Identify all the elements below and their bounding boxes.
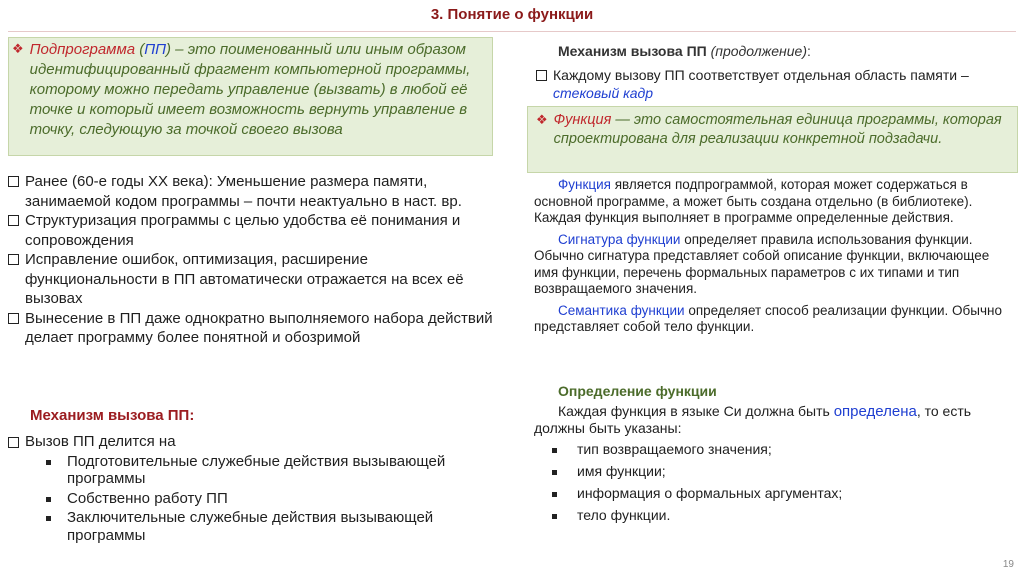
right-heading [558, 43, 811, 59]
list-item-text: Структуризация программы с целью удобства её понимания и сопровождения [25, 212, 461, 249]
subprogram-abbr: ПП [144, 41, 167, 58]
function-term-inline: Функция [558, 177, 611, 192]
square-bullet-icon [46, 516, 51, 521]
checkbox-bullet-icon [8, 215, 19, 226]
semantics-term: Семантика функции [558, 302, 685, 318]
square-bullet-icon [552, 470, 557, 475]
definition-heading: Определение функции [558, 383, 717, 399]
function-definition-text: — это самостоятельная единица программы, которая спроектирована для реализации конкретной подзадачи. [553, 112, 1002, 147]
list-item [552, 485, 992, 502]
list-item-text: Исправление ошибок, оптимизация, расширение функциональности в ПП автоматически отражается на всех её вызовах [25, 251, 464, 307]
sub-list-item [46, 509, 493, 544]
subprogram-term: Подпрограмма [29, 41, 136, 58]
definition-text-part1: Каждая функция в языке Си должна быть [558, 403, 834, 419]
sub-list-item [46, 490, 493, 508]
advantages-list [8, 172, 493, 348]
subprogram-definition-text: ) – это поименованный или иным образом идентифицированный фрагмент компьютерной программы, которому можно передать управление (вызвать) в любой её точке и который имеет возможность вернуть управление в точку, следующую за точкой своего вызова [29, 41, 471, 138]
mechanism-heading: Механизм вызова ПП: [30, 407, 195, 424]
paragraph-function [534, 177, 1008, 227]
list-item-text: тело функции. [577, 507, 671, 523]
stack-frame-item [536, 66, 996, 102]
stack-frame-term: стековый кадр [553, 85, 654, 101]
definition-list [552, 441, 992, 524]
checkbox-bullet-icon [8, 176, 19, 187]
paragraph-text: определяет способ реализации функции. Обычно представляет собой тело функции. [534, 302, 1002, 334]
paragraph-text: является подпрограммой, которая может содержаться в основной программе, а может быть создана отдельно (в библиотеке). Каждая функция выполняет в программе определенные действия. [534, 177, 973, 225]
list-item [8, 309, 493, 348]
diamond-bullet-icon: ❖ [536, 112, 548, 127]
stack-frame-text: Каждому вызову ПП соответствует отдельная область памяти – [553, 67, 969, 83]
list-item [8, 433, 493, 451]
square-bullet-icon [552, 492, 557, 497]
right-heading-paren: (продолжение) [706, 43, 807, 59]
list-item-text: Вынесение в ПП даже однократно выполняемого набора действий делает программу более понятной и обозримой [25, 309, 493, 346]
paren-open: ( [135, 41, 145, 58]
checkbox-bullet-icon [8, 313, 19, 324]
list-item-text: Вызов ПП делится на [25, 433, 176, 450]
list-item-text: информация о формальных аргументах; [577, 485, 843, 501]
sub-list-item-text: Подготовительные служебные действия вызывающей программы [67, 452, 446, 487]
paragraph-text: определяет правила использования функции. Обычно сигнатура представляет собой описание функции, включающее имя функции, перечень формальных параметров с их типами и тип возвращаемого значения. [534, 231, 990, 296]
list-item [552, 507, 992, 524]
list-item [552, 463, 992, 480]
list-item [8, 250, 493, 309]
page-number: 19 [1002, 559, 1014, 570]
paragraph-semantics [534, 303, 1008, 336]
slide-title: 3. Понятие о функции [430, 6, 594, 23]
sub-list-item-text: Собственно работу ПП [67, 489, 228, 507]
sub-list-item [46, 453, 493, 488]
diamond-bullet-icon: ❖ [12, 41, 24, 56]
defined-term: определена [833, 403, 917, 420]
subprogram-definition [12, 40, 487, 140]
checkbox-bullet-icon [8, 254, 19, 265]
checkbox-bullet-icon [536, 70, 547, 81]
square-bullet-icon [46, 460, 51, 465]
definition-text-part2: , то есть должны быть указаны: [534, 403, 972, 436]
square-bullet-icon [552, 514, 557, 519]
square-bullet-icon [46, 497, 51, 502]
list-item-text: имя функции; [577, 463, 666, 479]
mechanism-list [8, 433, 493, 544]
square-bullet-icon [552, 448, 557, 453]
list-item [8, 211, 493, 250]
paragraph-signature [534, 232, 1008, 298]
function-term: Функция [553, 112, 612, 128]
right-heading-colon: : [807, 43, 811, 59]
sub-list-item-text: Заключительные служебные действия вызывающей программы [67, 509, 434, 544]
title-divider [8, 31, 1016, 32]
checkbox-bullet-icon [8, 437, 19, 448]
definition-text [534, 403, 1008, 437]
right-heading-text: Механизм вызова ПП [558, 43, 707, 59]
list-item [552, 441, 992, 458]
function-description [534, 177, 1008, 336]
list-item-text: тип возвращаемого значения; [577, 441, 772, 457]
signature-term: Сигнатура функции [558, 231, 681, 247]
function-definition [536, 111, 1006, 148]
list-item [8, 172, 493, 211]
list-item-text: Ранее (60-е годы XX века): Уменьшение размера памяти, занимаемой кодом программы – почти неактуально в наст. вр. [25, 173, 462, 210]
